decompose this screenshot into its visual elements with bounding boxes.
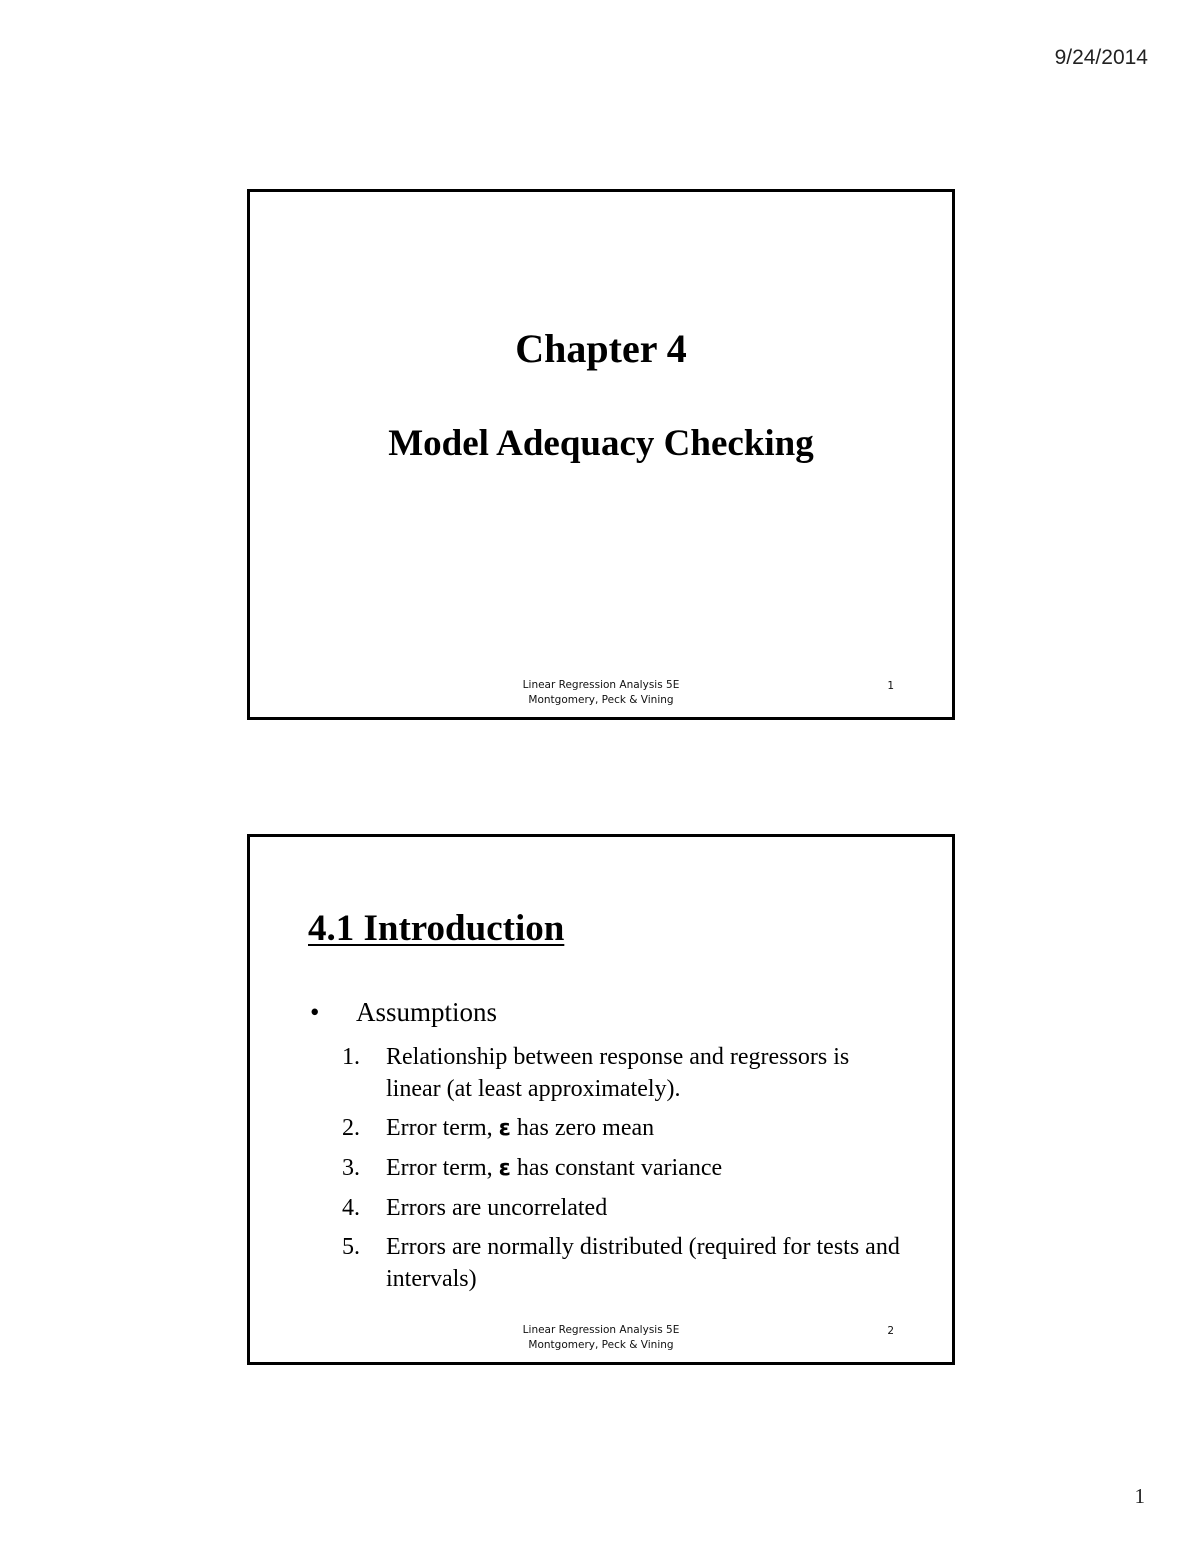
epsilon-symbol: ε	[498, 1116, 511, 1141]
list-item	[342, 1231, 902, 1295]
list-item-suffix: has zero mean	[510, 1115, 655, 1141]
footer-book-title: Linear Regression Analysis 5E	[522, 1324, 680, 1336]
slide-number: 1	[887, 680, 894, 692]
page-date: 9/24/2014	[1054, 46, 1148, 69]
epsilon-symbol: ε	[498, 1156, 511, 1181]
list-item-prefix: Error term,	[386, 1155, 499, 1181]
bullet-item	[310, 994, 497, 1030]
list-item-number: 4.	[342, 1195, 360, 1221]
list-item-text: Errors are normally distributed (required for tests and intervals)	[386, 1234, 900, 1292]
section-heading: 4.1 Introduction	[308, 908, 565, 949]
chapter-subtitle: Model Adequacy Checking	[388, 423, 814, 464]
chapter-title: Chapter 4	[515, 326, 687, 371]
list-item-number: 3.	[342, 1155, 360, 1181]
list-item-prefix: Error term,	[386, 1115, 499, 1141]
footer-book-title: Linear Regression Analysis 5E	[522, 679, 680, 691]
assumptions-list	[342, 1041, 902, 1302]
slide-footer	[250, 678, 952, 708]
list-item-text: Relationship between response and regressors is linear (at least approximately).	[386, 1044, 850, 1102]
footer-authors: Montgomery, Peck & Vining	[528, 694, 674, 706]
list-item-suffix: has constant variance	[510, 1155, 723, 1181]
list-item	[342, 1152, 902, 1185]
list-item-number: 1.	[342, 1044, 360, 1070]
list-item-text: Errors are uncorrelated	[386, 1195, 608, 1221]
footer-authors: Montgomery, Peck & Vining	[528, 1339, 674, 1351]
slide-footer	[250, 1323, 952, 1353]
page-number: 1	[1134, 1484, 1145, 1508]
list-item-number: 5.	[342, 1234, 360, 1260]
slide-number: 2	[887, 1325, 894, 1337]
bullet-label: Assumptions	[356, 997, 498, 1027]
slide-1	[247, 189, 955, 720]
list-item	[342, 1041, 902, 1105]
list-item	[342, 1192, 902, 1224]
list-item-number: 2.	[342, 1115, 360, 1141]
bullet-icon: •	[310, 997, 320, 1027]
list-item	[342, 1112, 902, 1145]
slide-2	[247, 834, 955, 1365]
